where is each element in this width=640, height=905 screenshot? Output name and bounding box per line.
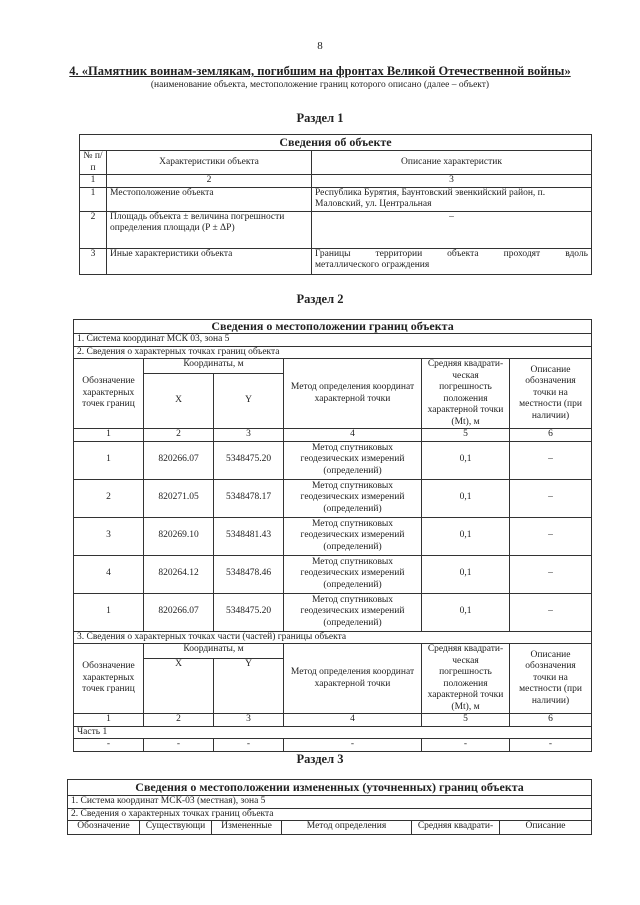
row-char: Местоположение объекта [107,187,312,211]
index-cell: 4 [284,714,422,727]
points-header: 2. Сведения о характерных точках границ объекта [68,808,592,821]
index-cell: 5 [422,714,510,727]
point-y: 5348475.20 [214,441,284,479]
row-num: 2 [80,211,107,248]
col-header: Обозначение [68,821,140,835]
row-char: Иные характеристики объекта [107,248,312,274]
table-row [74,555,592,593]
col-point-header: Обозначение характерных точек границ [74,359,144,429]
point-descr: – [510,441,592,479]
section1-title: Раздел 1 [296,111,344,125]
col-descr-header: Описание обозначения точки на местности (при наличии) [510,359,592,429]
section3-table-header: Сведения о местоположении измененных (уточненных) границ объекта [68,780,592,796]
index-cell: 3 [312,175,592,188]
point-error: 0,1 [422,517,510,555]
col-point-header: Обозначение характерных точек границ [74,644,144,714]
section3-title: Раздел 3 [296,752,344,766]
point-y: 5348475.20 [214,593,284,631]
points-header: 2. Сведения о характерных точках границ объекта [74,346,592,359]
point-method: Метод спутниковых геодезических измерений (определений) [284,479,422,517]
table-row [74,593,592,631]
point-descr: – [510,555,592,593]
col-error-header: Средняя квадрати-ческая погрешность положения характерной точки (Mt), м [422,644,510,714]
section1-table-header: Сведения об объекте [80,135,592,151]
point-error: 0,1 [422,593,510,631]
empty-cell: - [214,739,284,752]
row-num: 3 [80,248,107,274]
empty-cell: - [74,739,144,752]
empty-cell: - [144,739,214,752]
index-cell: 5 [422,429,510,442]
col-y-header: Y [214,374,284,429]
col-header: Существующи [140,821,212,835]
col-descr-header: Описание обозначения точки на местности (при наличии) [510,644,592,714]
col-desc-header: Описание характеристик [312,151,592,175]
col-x-header: X [144,658,214,713]
point-x: 820271.05 [144,479,214,517]
index-cell: 1 [74,714,144,727]
point-method: Метод спутниковых геодезических измерений (определений) [284,555,422,593]
section2-table-header: Сведения о местоположении границ объекта [74,320,592,334]
row-desc: Республика Бурятия, Баунтовский эвенкийский район, п. Маловский, ул. Центральная [312,187,592,211]
point-y: 5348481.43 [214,517,284,555]
point-x: 820266.07 [144,593,214,631]
index-cell: 3 [214,714,284,727]
point-id: 2 [74,479,144,517]
point-x: 820264.12 [144,555,214,593]
empty-cell: - [422,739,510,752]
point-y: 5348478.17 [214,479,284,517]
table-row [74,517,592,555]
section2-table [73,319,592,752]
point-method: Метод спутниковых геодезических измерений (определений) [284,517,422,555]
index-cell: 2 [107,175,312,188]
index-cell: 6 [510,714,592,727]
index-cell: 6 [510,429,592,442]
row-desc [312,248,592,274]
col-coords-header: Координаты, м [144,359,284,374]
point-x: 820266.07 [144,441,214,479]
point-descr: – [510,593,592,631]
section2-title: Раздел 2 [296,292,344,306]
col-method-header: Метод определения координат характерной точки [284,359,422,429]
col-char-header: Характеристики объекта [107,151,312,175]
section1-table [79,134,592,275]
index-cell: 2 [144,429,214,442]
point-error: 0,1 [422,441,510,479]
point-id: 1 [74,441,144,479]
point-id: 4 [74,555,144,593]
row-desc: – [312,211,592,248]
page-number: 8 [317,40,323,52]
col-header: Средняя квадрати- [412,821,500,835]
row-num: 1 [80,187,107,211]
point-method: Метод спутниковых геодезических измерений (определений) [284,441,422,479]
col-header: Измененные [212,821,282,835]
col-num-header: № п/п [80,151,107,175]
row-char: Площадь объекта ± величина погрешности определения площади (P ± ΔP) [107,211,312,248]
point-error: 0,1 [422,555,510,593]
table-row [80,211,592,248]
index-cell: 1 [74,429,144,442]
row-desc-line: Границы территории объекта проходят вдоль [315,248,588,259]
object-heading: 4. «Памятник воинам-землякам, погибшим на фронтах Великой Отечественной войны» [69,64,571,78]
empty-cell: - [510,739,592,752]
index-cell: 2 [144,714,214,727]
coord-system: 1. Система координат МСК-03 (местная), зона 5 [68,796,592,809]
point-id: 3 [74,517,144,555]
parts-header: 3. Сведения о характерных точках части (частей) границы объекта [74,631,592,644]
point-descr: – [510,479,592,517]
table-row [80,187,592,211]
point-error: 0,1 [422,479,510,517]
col-x-header: X [144,374,214,429]
point-method: Метод спутниковых геодезических измерений (определений) [284,593,422,631]
point-descr: – [510,517,592,555]
object-note: (наименование объекта, местоположение границ которого описано (далее – объект) [150,80,490,90]
col-error-header: Средняя квадрати-ческая погрешность положения характерной точки (Mt), м [422,359,510,429]
empty-cell: - [284,739,422,752]
part-label: Часть 1 [74,726,592,739]
coord-system: 1. Система координат МСК 03, зона 5 [74,334,592,347]
table-row [74,479,592,517]
index-cell: 1 [80,175,107,188]
table-row [80,248,592,274]
row-desc-line: металлического ограждения [315,260,430,270]
col-coords-header: Координаты, м [144,644,284,659]
table-row [74,739,592,752]
index-cell: 3 [214,429,284,442]
table-row [74,441,592,479]
section3-table [67,779,592,835]
col-header: Метод определения [282,821,412,835]
point-id: 1 [74,593,144,631]
col-y-header: Y [214,658,284,713]
col-header: Описание [500,821,592,835]
point-x: 820269.10 [144,517,214,555]
index-cell: 4 [284,429,422,442]
col-method-header: Метод определения координат характерной точки [284,644,422,714]
point-y: 5348478.46 [214,555,284,593]
